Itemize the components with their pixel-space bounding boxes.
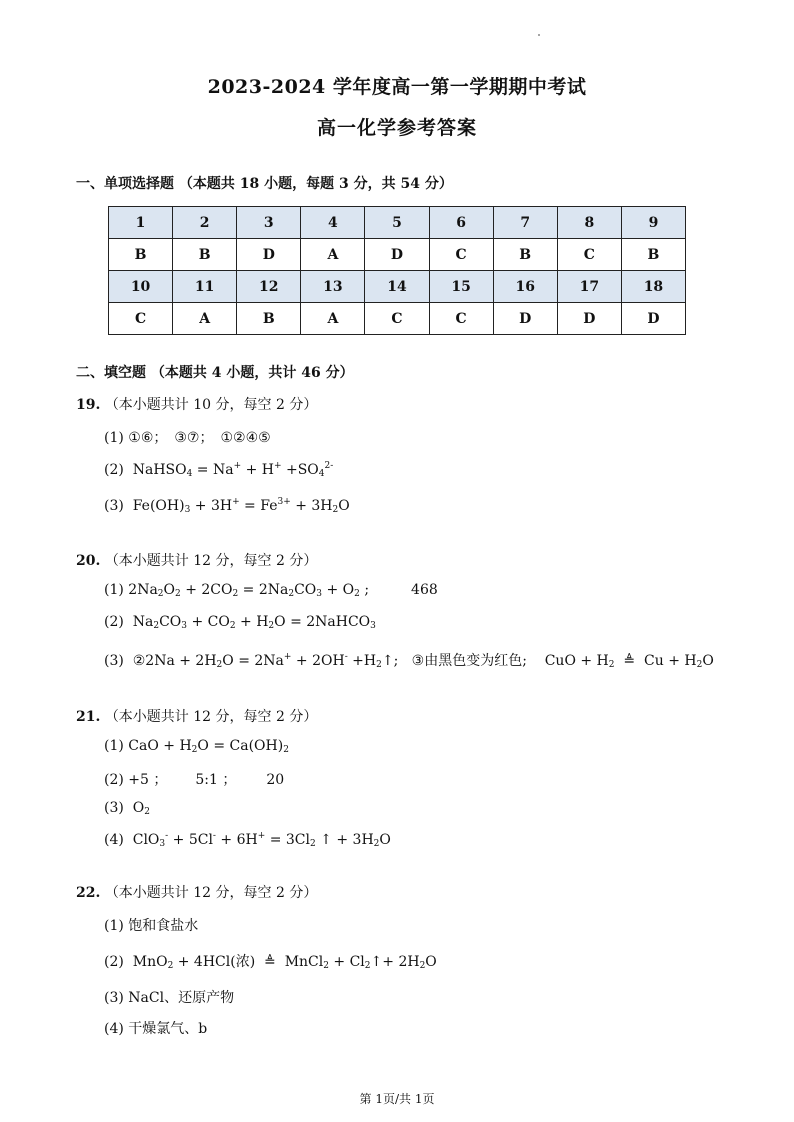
section2-note: （本题共 4 小题，共计 46 分） bbox=[150, 365, 354, 381]
table-cell: 15 bbox=[429, 271, 493, 303]
table-cell: D bbox=[493, 303, 557, 335]
answer-table bbox=[108, 206, 686, 335]
q22-heading bbox=[76, 882, 317, 902]
q21-answer-4: (4) $ClO_3^- + 5Cl^- + 6H^+ = 3Cl_2$ ↑ + $3H_2O$ bbox=[104, 831, 391, 849]
table-cell: C bbox=[109, 303, 173, 335]
table-cell: B bbox=[621, 239, 685, 271]
section2-heading bbox=[76, 362, 354, 382]
table-cell: 16 bbox=[493, 271, 557, 303]
table-cell: C bbox=[429, 303, 493, 335]
q21-note: （本小题共计 12 分，每空 2 分） bbox=[104, 709, 318, 725]
table-cell: 3 bbox=[237, 207, 301, 239]
page-footer: 第 1页/共 1页 bbox=[359, 1092, 435, 1106]
table-cell: 17 bbox=[557, 271, 621, 303]
table-cell: 14 bbox=[365, 271, 429, 303]
table-cell: 5 bbox=[365, 207, 429, 239]
table-cell: C bbox=[365, 303, 429, 335]
q21-answer-3: (3) $O_2$ bbox=[104, 800, 150, 817]
q22-answer-1: (1) 饱和食盐水 bbox=[104, 918, 199, 934]
q21-heading bbox=[76, 706, 317, 726]
table-cell: B bbox=[493, 239, 557, 271]
answer-table-row-numbers-1 bbox=[109, 207, 686, 239]
table-cell: A bbox=[301, 239, 365, 271]
q21-answer-2-part1: (2) +5 ； bbox=[104, 772, 168, 788]
table-cell: B bbox=[237, 303, 301, 335]
table-cell: D bbox=[621, 303, 685, 335]
q20-answer-2: (2) $Na_2CO_3 + CO_2 + H_2O$ = 2NaHCO$_3$ bbox=[104, 614, 376, 631]
table-cell: C bbox=[557, 239, 621, 271]
table-cell: 4 bbox=[301, 207, 365, 239]
table-cell: B bbox=[109, 239, 173, 271]
exam-title: 2023-2024 学年度高一第一学期期中考试 bbox=[207, 76, 587, 98]
table-cell: 13 bbox=[301, 271, 365, 303]
q19-answer-3: (3) $Fe(OH)_3 + 3H^+ = Fe^{3+} + 3H_2O$ bbox=[104, 497, 350, 515]
table-cell: 11 bbox=[173, 271, 237, 303]
q19-answer-2: (2) NaHSO$_4$ = $Na^+ + H^+ +SO_4^{2-}$ bbox=[104, 461, 334, 479]
table-cell: A bbox=[173, 303, 237, 335]
q20-answer-1-value: 468 bbox=[411, 582, 438, 598]
table-cell: 7 bbox=[493, 207, 557, 239]
q22-answer-4: (4) 干燥氯气、b bbox=[104, 1021, 208, 1037]
q21-answer-2-part3: 20 bbox=[266, 772, 285, 788]
table-cell: D bbox=[557, 303, 621, 335]
q19-number: 19. bbox=[76, 397, 101, 413]
q19-answer-1: (1) ①⑥； ③⑦； ①②④⑤ bbox=[104, 430, 271, 446]
table-cell: 18 bbox=[621, 271, 685, 303]
q21-number: 21. bbox=[76, 709, 101, 725]
table-cell: D bbox=[365, 239, 429, 271]
answer-table-row-answers-2 bbox=[109, 303, 686, 335]
section1-title: 一、单项选择题 bbox=[76, 176, 174, 192]
table-cell: D bbox=[237, 239, 301, 271]
section2-title: 二、填空题 bbox=[76, 365, 146, 381]
q21-answer-2-part2: 5:1 ； bbox=[195, 772, 237, 788]
q21-answer-2 bbox=[104, 769, 284, 789]
q20-answer-3: (3) ②2Na + $2H_2O = 2Na^+ + 2OH^-$ $+H_2↑$; ③由黑色变为红色; CuO + $H_2$ ≜ $Cu + H_2O$ bbox=[104, 652, 714, 670]
table-cell: B bbox=[173, 239, 237, 271]
table-cell: 2 bbox=[173, 207, 237, 239]
q20-number: 20. bbox=[76, 553, 101, 569]
table-cell: 9 bbox=[621, 207, 685, 239]
section1-note: （本题共 18 小题，每题 3 分，共 54 分） bbox=[178, 176, 453, 192]
section1-heading bbox=[76, 173, 453, 193]
table-cell: 1 bbox=[109, 207, 173, 239]
answer-table-row-answers-1 bbox=[109, 239, 686, 271]
table-cell: 10 bbox=[109, 271, 173, 303]
exam-subtitle: 高一化学参考答案 bbox=[316, 117, 477, 139]
table-cell: 8 bbox=[557, 207, 621, 239]
q22-answer-3: (3) NaCl、还原产物 bbox=[104, 990, 235, 1006]
q22-note: （本小题共计 12 分，每空 2 分） bbox=[104, 885, 318, 901]
table-cell: 12 bbox=[237, 271, 301, 303]
q21-answer-1: (1) CaO + $H_2O = Ca(OH)_2$ bbox=[104, 738, 289, 755]
q19-note: （本小题共计 10 分，每空 2 分） bbox=[104, 397, 318, 413]
scan-speck bbox=[538, 34, 540, 36]
q22-number: 22. bbox=[76, 885, 101, 901]
q19-heading bbox=[76, 394, 317, 414]
table-cell: 6 bbox=[429, 207, 493, 239]
table-cell: A bbox=[301, 303, 365, 335]
q20-note: （本小题共计 12 分，每空 2 分） bbox=[104, 553, 318, 569]
table-cell: C bbox=[429, 239, 493, 271]
q20-answer-1: (1) $2Na_2O_2 + 2CO_2 = 2Na_2CO_3 + O_2$ ; 468 bbox=[104, 582, 438, 599]
q20-heading bbox=[76, 550, 317, 570]
q22-answer-2: (2) MnO$_2$ + 4HCl(浓) ≜ MnCl$_2$ + $Cl_2↑+ 2H_2O$ bbox=[104, 954, 437, 971]
answer-table-row-numbers-2 bbox=[109, 271, 686, 303]
